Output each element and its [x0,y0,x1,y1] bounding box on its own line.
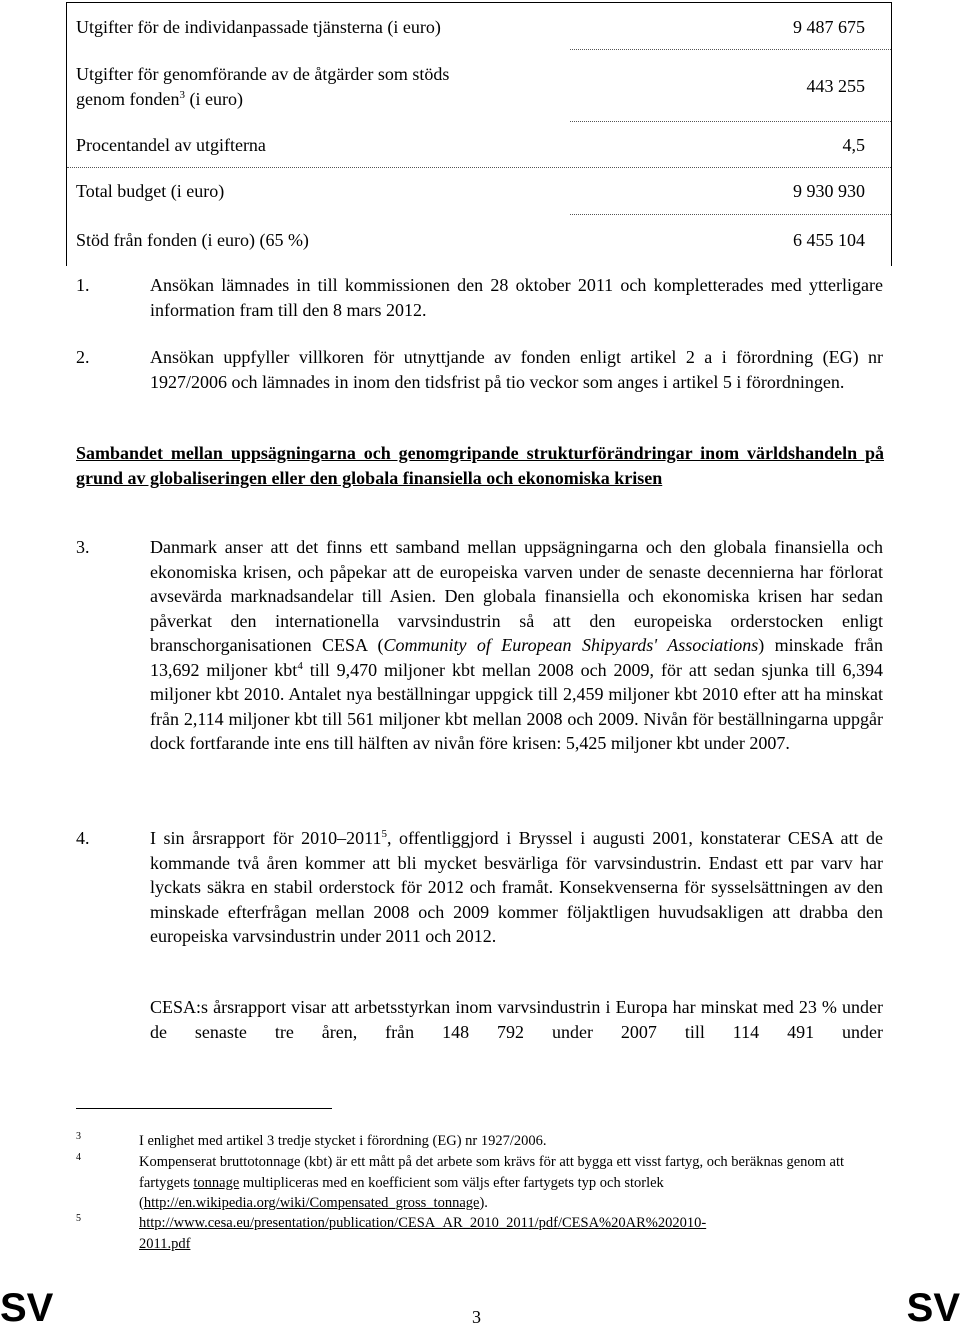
paragraph-number: 2. [76,347,90,367]
paragraph-number: 3. [76,537,90,557]
paragraph-5: CESA:s årsrapport visar att arbetsstyrkan inom varvsindustrin i Europa har minskat med 23 % under de senaste tre åren, från 148 792 under 2007 till 114 491 under [150,997,883,1042]
table-row-value: 4,5 [842,135,865,155]
organization-name: Community of European Shipyards' Associations [383,635,759,655]
row-divider [570,49,891,50]
section-heading: Sambandet mellan uppsägningarna och genomgripande strukturförändringar inom världshandeln på grund av globaliseringen eller den globala finansiella och ekonomiska krisen [76,443,884,488]
paragraph-number: 4. [76,828,90,848]
footnote-number: 5 [76,1213,81,1224]
footnote-ref: 4 [297,659,303,672]
row-divider [570,121,891,122]
wikipedia-link[interactable]: http://en.wikipedia.org/wiki/Compensated_gross_tonnage [143,1195,480,1211]
paragraph-4: I sin årsrapport för 2010–2011$^5$, offentliggjord i Bryssel i augusti 2001, konstaterar CESA att de kommande två åren kommer att bli mycket besvärliga för varvsindustrin. Endast ett par varv har lyckats säkra en stabil orderstock för 2012 och framåt. Konsekvenserna för sysselsättningen av den minskade efterfrågan mellan 2008 och 2009 kommer följaktligen huvudsakligen att drabba den europeiska varvsindustrin under 2011 och 2012. [150,828,884,946]
footnote-number: 4 [76,1152,81,1163]
paragraph-1: Ansökan lämnades in till kommissionen den 28 oktober 2011 och kompletterades med ytterligare information fram till den 8 mars 2012. [150,275,883,320]
page-number: 3 [472,1307,481,1327]
footnote-separator [76,1108,332,1109]
cesa-report-link-continued[interactable]: 2011.pdf [139,1235,191,1252]
budget-table [66,2,892,266]
tonnage-link[interactable]: tonnage [193,1174,240,1191]
table-row-label: Procentandel av utgifterna [76,135,266,155]
footnote-number: 3 [76,1131,81,1142]
cesa-report-link[interactable]: http://www.cesa.eu/presentation/publication/CESA_AR_2010_2011/pdf/CESA%20AR%202010- [139,1215,707,1231]
language-code-left: SV [0,1286,54,1330]
table-row-value: 9 487 675 [793,17,865,37]
table-row-label: Utgifter för genomförande av de åtgärder som stöds genom fonden$^3$ (i euro) [76,64,450,109]
language-code-right: SV [906,1286,960,1330]
row-divider [67,167,891,168]
footnote-ref: 3 [179,88,185,101]
table-row-label: Stöd från fonden (i euro) (65 %) [76,230,309,250]
table-row-label: Utgifter för de individanpassade tjänsterna (i euro) [76,17,441,37]
footnote-5 [139,1213,879,1254]
table-row-label: Total budget (i euro) [76,181,225,201]
footnote-ref: 5 [381,828,387,840]
table-row-value: 9 930 930 [793,181,865,201]
footnote-4: Kompenserat bruttotonnage (kbt) är ett mått på det arbete som krävs för att bygga ett visst fartyg, och beräknas genom att fartygets tonnage multipliceras med en koefficient som väljs efter fartygets typ och storlek (http://en.wikipedia.org/wiki/Compensated_gross_tonnage). [139,1154,845,1211]
table-row-value: 6 455 104 [793,230,865,250]
paragraph-number: 1. [76,275,90,295]
paragraph-3: Danmark anser att det finns ett samband mellan uppsägningarna och den globala finansiella och ekonomiska krisen, och påpekar att de europeiska varven under de senaste decennierna har förlorat avsevärda marknadsandelar till Asien. Den globala finansiella och ekonomiska krisen har sedan påverkat den internationella varvsindustrin så att den europeiska orderstocken enligt branschorganisationen CESA (Community of European Shipyards' Associations) minskade från 13,692 miljoner kbt$^4$ till 9,470 miljoner kbt mellan 2008 och 2009, för att sedan sjunka till 6,394 miljoner kbt 2010. Antalet nya beställningar uppgick till 2,459 miljoner kbt 2010 efter att ha minskat från 2,114 miljoner kbt till 561 miljoner kbt mellan 2008 och 2009. Nivån för beställningarna uppgår dock fortfarande inte ens till hälften av nivån före krisen: 5,425 miljoner kbt under 2007. [150,537,883,753]
table-row-value: 443 255 [806,76,865,96]
paragraph-2: Ansökan uppfyller villkoren för utnyttjande av fonden enligt artikel 2 a i förordning (EG) nr 1927/2006 och lämnades in inom den tidsfrist på tio veckor som anges i artikel 5 i förordningen. [150,347,883,392]
row-divider [570,214,891,215]
footnote-3: I enlighet med artikel 3 tredje stycket i förordning (EG) nr 1927/2006. [139,1133,547,1149]
